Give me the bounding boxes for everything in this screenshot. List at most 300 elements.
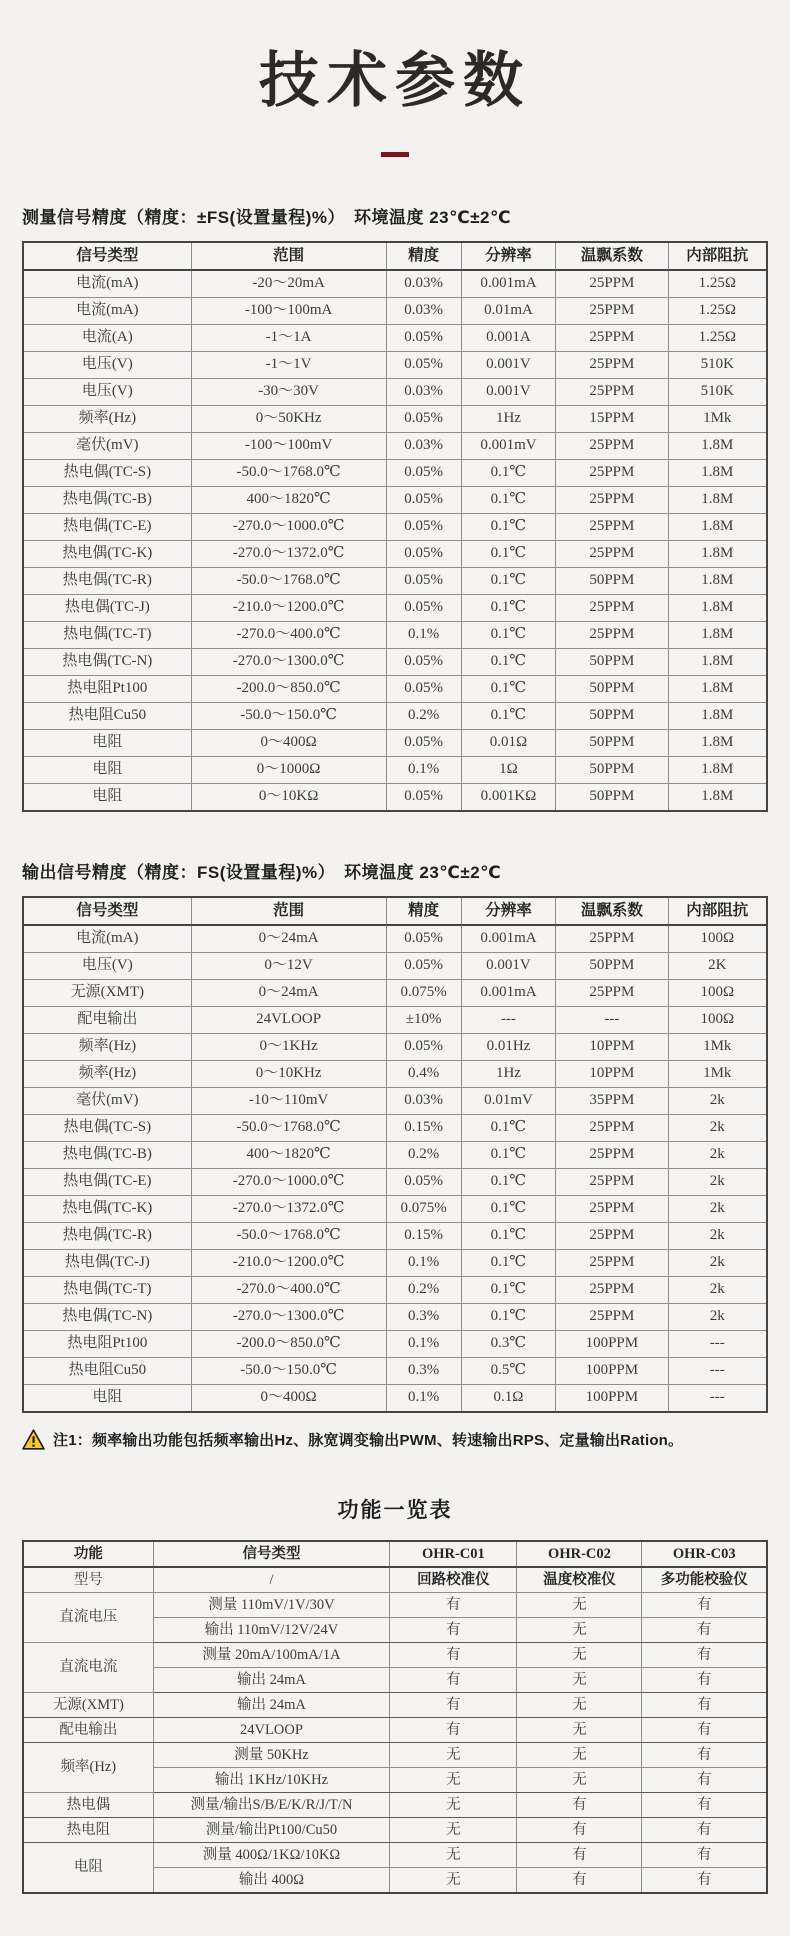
table-cell: -210.0～1200.0℃ xyxy=(191,595,386,622)
table-cell: -1～1A xyxy=(191,325,386,352)
output-accuracy-table xyxy=(22,896,768,1413)
table-row xyxy=(23,1385,767,1413)
column-header: 信号类型 xyxy=(23,897,191,925)
table-cell: 25PPM xyxy=(556,1223,668,1250)
table-cell: 0.01Hz xyxy=(461,1034,555,1061)
table-row xyxy=(23,757,767,784)
table-cell: 有 xyxy=(642,1718,767,1743)
table-cell: 25PPM xyxy=(556,514,668,541)
table-cell: 测量/输出S/B/E/K/R/J/T/N xyxy=(153,1793,390,1818)
page-title: 技术参数 xyxy=(259,47,531,114)
table-cell: 热电偶(TC-E) xyxy=(23,1169,191,1196)
function-group-label: 配电输出 xyxy=(23,1718,153,1743)
table-cell: 2k xyxy=(668,1115,767,1142)
table-row xyxy=(23,1793,767,1818)
table-cell: 1Mk xyxy=(668,1034,767,1061)
table-cell: 1Mk xyxy=(668,406,767,433)
table-cell: 1Hz xyxy=(461,1061,555,1088)
table-cell: 频率(Hz) xyxy=(23,1034,191,1061)
table-row xyxy=(23,784,767,812)
table-cell: 50PPM xyxy=(556,649,668,676)
table-cell: 1.8M xyxy=(668,703,767,730)
column-header: 功能 xyxy=(23,1541,153,1567)
table-cell: 0.1℃ xyxy=(461,1196,555,1223)
table-cell: 无源(XMT) xyxy=(23,980,191,1007)
table-cell: 测量 400Ω/1KΩ/10KΩ xyxy=(153,1843,390,1868)
table-cell: 1.8M xyxy=(668,568,767,595)
table-cell: 0.05% xyxy=(386,784,461,812)
table-cell: 0～24mA xyxy=(191,925,386,953)
table-cell: 0.1℃ xyxy=(461,595,555,622)
table-cell: 有 xyxy=(517,1818,642,1843)
table-cell: 电流(mA) xyxy=(23,270,191,298)
table-cell: 2k xyxy=(668,1304,767,1331)
table-cell: 0.1℃ xyxy=(461,703,555,730)
table-cell: 有 xyxy=(642,1793,767,1818)
table-cell: 无 xyxy=(517,1668,642,1693)
table-cell: 有 xyxy=(642,1618,767,1643)
table-cell: 1.25Ω xyxy=(668,298,767,325)
table-cell: 0.1℃ xyxy=(461,1277,555,1304)
table-cell: 25PPM xyxy=(556,433,668,460)
table-cell: 无 xyxy=(517,1768,642,1793)
table-cell: 0.15% xyxy=(386,1223,461,1250)
table-cell: 1Hz xyxy=(461,406,555,433)
table-cell: -200.0～850.0℃ xyxy=(191,1331,386,1358)
table-cell: 电阻 xyxy=(23,1385,191,1413)
column-header: 范围 xyxy=(191,897,386,925)
table-cell: 10PPM xyxy=(556,1061,668,1088)
table-row xyxy=(23,1331,767,1358)
table-cell: 0.1℃ xyxy=(461,1169,555,1196)
table-cell: --- xyxy=(461,1007,555,1034)
table-cell: -50.0～1768.0℃ xyxy=(191,568,386,595)
table-cell: --- xyxy=(668,1331,767,1358)
table-cell: --- xyxy=(668,1358,767,1385)
output-table-body xyxy=(23,925,767,1412)
table-cell: 热电偶(TC-S) xyxy=(23,1115,191,1142)
table-cell: 24VLOOP xyxy=(153,1718,390,1743)
table-cell: 15PPM xyxy=(556,406,668,433)
table-cell: ±10% xyxy=(386,1007,461,1034)
table-cell: 0.001mV xyxy=(461,433,555,460)
table-row xyxy=(23,1693,767,1718)
function-group-label: 无源(XMT) xyxy=(23,1693,153,1718)
table-cell: 热电阻Cu50 xyxy=(23,703,191,730)
table-cell: 50PPM xyxy=(556,784,668,812)
table-cell: 2K xyxy=(668,953,767,980)
table-row xyxy=(23,406,767,433)
table-cell: 1.25Ω xyxy=(668,325,767,352)
table-row xyxy=(23,352,767,379)
table-cell: 0.1℃ xyxy=(461,1250,555,1277)
table-row xyxy=(23,980,767,1007)
table-cell: -270.0～1000.0℃ xyxy=(191,1169,386,1196)
table-cell: 热电偶(TC-B) xyxy=(23,1142,191,1169)
table-cell: 0.05% xyxy=(386,514,461,541)
table-row xyxy=(23,325,767,352)
table-cell: 热电偶(TC-K) xyxy=(23,541,191,568)
table-cell: 热电偶(TC-J) xyxy=(23,595,191,622)
table-cell: 无 xyxy=(390,1868,517,1894)
table-cell: 25PPM xyxy=(556,1115,668,1142)
table-cell: 0～24mA xyxy=(191,980,386,1007)
table-cell: 50PPM xyxy=(556,676,668,703)
warning-triangle-icon xyxy=(22,1429,45,1450)
table-cell: 无 xyxy=(517,1593,642,1618)
table-row xyxy=(23,1643,767,1668)
table-cell: 0.05% xyxy=(386,730,461,757)
table-cell: 1.8M xyxy=(668,460,767,487)
table-cell: 0.05% xyxy=(386,460,461,487)
table-cell: 25PPM xyxy=(556,1304,668,1331)
table-row xyxy=(23,1304,767,1331)
column-header: 温飘系数 xyxy=(556,897,668,925)
table-row xyxy=(23,298,767,325)
table-row xyxy=(23,460,767,487)
table-cell: 0.03% xyxy=(386,433,461,460)
table-cell: -50.0～1768.0℃ xyxy=(191,460,386,487)
table-cell: 2k xyxy=(668,1277,767,1304)
table-cell: 电流(A) xyxy=(23,325,191,352)
table-row xyxy=(23,1115,767,1142)
table-cell: -1～1V xyxy=(191,352,386,379)
table-cell: 测量 110mV/1V/30V xyxy=(153,1593,390,1618)
table-cell: 0.5℃ xyxy=(461,1358,555,1385)
table-cell: 0.1% xyxy=(386,757,461,784)
table-cell: 频率(Hz) xyxy=(23,406,191,433)
column-header: OHR-C02 xyxy=(517,1541,642,1567)
table-cell: 1.8M xyxy=(668,676,767,703)
table-cell: 无 xyxy=(517,1618,642,1643)
table-cell: 0.05% xyxy=(386,406,461,433)
table-row xyxy=(23,433,767,460)
table-cell: 1Mk xyxy=(668,1061,767,1088)
table-cell: -270.0～1372.0℃ xyxy=(191,1196,386,1223)
table-cell: 有 xyxy=(642,1843,767,1868)
table-cell: 热电阻Cu50 xyxy=(23,1358,191,1385)
table-cell: 0.05% xyxy=(386,568,461,595)
table-cell: 50PPM xyxy=(556,730,668,757)
table-cell: 25PPM xyxy=(556,270,668,298)
table-cell: 有 xyxy=(642,1668,767,1693)
table-cell: 有 xyxy=(390,1643,517,1668)
function-group-label: 直流电流 xyxy=(23,1643,153,1693)
table-cell: 0.2% xyxy=(386,1277,461,1304)
table-cell: 0～50KHz xyxy=(191,406,386,433)
table-cell: 2k xyxy=(668,1169,767,1196)
table-cell: 25PPM xyxy=(556,1250,668,1277)
table-cell: 0.05% xyxy=(386,953,461,980)
table-cell: 无 xyxy=(517,1718,642,1743)
table-cell: 25PPM xyxy=(556,460,668,487)
table-cell: 输出 400Ω xyxy=(153,1868,390,1894)
table-cell: 0.05% xyxy=(386,649,461,676)
table-cell: 无 xyxy=(517,1743,642,1768)
column-header: 信号类型 xyxy=(153,1541,390,1567)
table-cell: 电阻 xyxy=(23,757,191,784)
table-cell: 2k xyxy=(668,1223,767,1250)
table-cell: -50.0～1768.0℃ xyxy=(191,1223,386,1250)
table-cell: 热电偶(TC-R) xyxy=(23,568,191,595)
table-cell: 25PPM xyxy=(556,298,668,325)
table-row xyxy=(23,541,767,568)
table-cell: 0～1000Ω xyxy=(191,757,386,784)
table-cell: -210.0～1200.0℃ xyxy=(191,1250,386,1277)
table-cell: 无 xyxy=(390,1818,517,1843)
table-cell: 0.2% xyxy=(386,1142,461,1169)
table-cell: 无 xyxy=(390,1843,517,1868)
table-cell: 有 xyxy=(642,1593,767,1618)
table-cell: 0.05% xyxy=(386,487,461,514)
output-section-heading: 输出信号精度（精度：FS(设置量程)%） 环境温度 23℃±2℃ xyxy=(22,863,502,882)
table-cell: 1.8M xyxy=(668,514,767,541)
table-cell: 0.1℃ xyxy=(461,649,555,676)
table-cell: -270.0～400.0℃ xyxy=(191,1277,386,1304)
table-cell: 0.1℃ xyxy=(461,541,555,568)
table-cell: 0.1Ω xyxy=(461,1385,555,1413)
table-cell: 50PPM xyxy=(556,568,668,595)
table-cell: 有 xyxy=(390,1693,517,1718)
table-row xyxy=(23,1196,767,1223)
note-text: 注1：频率输出功能包括频率输出Hz、脉宽调变输出PWM、转速输出RPS、定量输出Ration。 xyxy=(53,1432,684,1449)
table-row xyxy=(23,1061,767,1088)
table-cell: 0.3% xyxy=(386,1304,461,1331)
table-cell: 0.001KΩ xyxy=(461,784,555,812)
table-cell: 0.075% xyxy=(386,980,461,1007)
table-cell: 测量 50KHz xyxy=(153,1743,390,1768)
table-row xyxy=(23,925,767,953)
model-name-cell: / xyxy=(153,1567,390,1593)
table-cell: 25PPM xyxy=(556,1142,668,1169)
table-cell: 2k xyxy=(668,1142,767,1169)
table-cell: 0.05% xyxy=(386,595,461,622)
model-name-cell: 多功能校验仪 xyxy=(642,1567,767,1593)
model-row-label: 型号 xyxy=(23,1567,153,1593)
table-cell: 1Ω xyxy=(461,757,555,784)
table-cell: 0.1℃ xyxy=(461,1142,555,1169)
table-row xyxy=(23,1088,767,1115)
table-cell: 电阻 xyxy=(23,730,191,757)
table-cell: 0.001mA xyxy=(461,925,555,953)
table-cell: 0.001V xyxy=(461,379,555,406)
table-cell: 1.8M xyxy=(668,649,767,676)
table-cell: 热电偶(TC-E) xyxy=(23,514,191,541)
table-cell: 有 xyxy=(390,1718,517,1743)
function-table-model-row xyxy=(23,1567,767,1593)
table-cell: --- xyxy=(556,1007,668,1034)
table-cell: -30～30V xyxy=(191,379,386,406)
table-cell: 100Ω xyxy=(668,980,767,1007)
table-cell: 输出 24mA xyxy=(153,1668,390,1693)
table-cell: -50.0～150.0℃ xyxy=(191,703,386,730)
table-cell: 0.03% xyxy=(386,1088,461,1115)
table-cell: 有 xyxy=(642,1868,767,1894)
table-cell: 电流(mA) xyxy=(23,925,191,953)
table-cell: 无 xyxy=(390,1743,517,1768)
column-header: 温飘系数 xyxy=(556,242,668,270)
table-cell: 有 xyxy=(642,1643,767,1668)
table-cell: 0～400Ω xyxy=(191,730,386,757)
table-row xyxy=(23,1169,767,1196)
table-cell: 0.001mA xyxy=(461,270,555,298)
table-cell: 1.8M xyxy=(668,433,767,460)
table-cell: 无 xyxy=(390,1793,517,1818)
table-cell: 50PPM xyxy=(556,953,668,980)
column-header: OHR-C03 xyxy=(642,1541,767,1567)
title-accent-dash xyxy=(381,152,409,157)
table-cell: 0.001mA xyxy=(461,980,555,1007)
table-cell: 0.05% xyxy=(386,541,461,568)
table-row xyxy=(23,270,767,298)
measure-section-heading: 测量信号精度（精度：±FS(设置量程)%） 环境温度 23℃±2℃ xyxy=(22,208,512,227)
table-row xyxy=(23,703,767,730)
table-cell: 热电偶(TC-T) xyxy=(23,1277,191,1304)
column-header: 范围 xyxy=(191,242,386,270)
measure-table-body xyxy=(23,270,767,811)
table-cell: -200.0～850.0℃ xyxy=(191,676,386,703)
table-cell: -100～100mA xyxy=(191,298,386,325)
table-cell: 0.001V xyxy=(461,352,555,379)
table-cell: 0.05% xyxy=(386,676,461,703)
table-cell: 0.01Ω xyxy=(461,730,555,757)
table-cell: 0.1% xyxy=(386,622,461,649)
table-cell: 测量/输出Pt100/Cu50 xyxy=(153,1818,390,1843)
table-cell: 1.8M xyxy=(668,784,767,812)
table-cell: 0.01mV xyxy=(461,1088,555,1115)
table-cell: 有 xyxy=(517,1843,642,1868)
table-cell: 0.4% xyxy=(386,1061,461,1088)
table-cell: 24VLOOP xyxy=(191,1007,386,1034)
table-cell: 无 xyxy=(517,1643,642,1668)
table-cell: 输出 110mV/12V/24V xyxy=(153,1618,390,1643)
table-row xyxy=(23,514,767,541)
function-table-head-row xyxy=(23,1541,767,1567)
table-cell: 0～10KΩ xyxy=(191,784,386,812)
table-row xyxy=(23,568,767,595)
table-row xyxy=(23,953,767,980)
table-cell: 0.1% xyxy=(386,1250,461,1277)
table-cell: 有 xyxy=(390,1593,517,1618)
measurement-accuracy-table xyxy=(22,241,768,812)
table-cell: 有 xyxy=(642,1818,767,1843)
table-cell: 有 xyxy=(517,1793,642,1818)
table-cell: 0.01mA xyxy=(461,298,555,325)
table-cell: 0.1% xyxy=(386,1331,461,1358)
column-header: 分辨率 xyxy=(461,242,555,270)
table-cell: 25PPM xyxy=(556,352,668,379)
table-cell: 无 xyxy=(517,1693,642,1718)
table-row xyxy=(23,730,767,757)
table-cell: 0.075% xyxy=(386,1196,461,1223)
table-cell: 25PPM xyxy=(556,379,668,406)
table-row xyxy=(23,487,767,514)
column-header: 分辨率 xyxy=(461,897,555,925)
table-cell: 0.2% xyxy=(386,703,461,730)
table-row xyxy=(23,1843,767,1868)
measure-table-head-row xyxy=(23,242,767,270)
table-cell: 0.03% xyxy=(386,270,461,298)
table-cell: 0.03% xyxy=(386,298,461,325)
table-cell: 25PPM xyxy=(556,1196,668,1223)
function-group-label: 热电阻 xyxy=(23,1818,153,1843)
table-cell: 配电输出 xyxy=(23,1007,191,1034)
table-cell: 1.8M xyxy=(668,622,767,649)
table-row xyxy=(23,649,767,676)
table-cell: 0～400Ω xyxy=(191,1385,386,1413)
table-cell: 0.1℃ xyxy=(461,460,555,487)
table-cell: --- xyxy=(668,1385,767,1413)
table-cell: 0.1℃ xyxy=(461,1223,555,1250)
table-cell: 0.03% xyxy=(386,379,461,406)
table-cell: 2k xyxy=(668,1250,767,1277)
table-cell: 0.15% xyxy=(386,1115,461,1142)
table-row xyxy=(23,1718,767,1743)
table-cell: 电阻 xyxy=(23,784,191,812)
table-cell: 电流(mA) xyxy=(23,298,191,325)
table-cell: 1.25Ω xyxy=(668,270,767,298)
column-header: OHR-C01 xyxy=(390,1541,517,1567)
table-cell: 25PPM xyxy=(556,980,668,1007)
table-row xyxy=(23,1142,767,1169)
table-cell: 毫伏(mV) xyxy=(23,1088,191,1115)
table-cell: -270.0～1300.0℃ xyxy=(191,649,386,676)
table-cell: 0.1℃ xyxy=(461,622,555,649)
table-cell: 25PPM xyxy=(556,1277,668,1304)
table-row xyxy=(23,379,767,406)
table-row xyxy=(23,1743,767,1768)
table-cell: 0.001V xyxy=(461,953,555,980)
table-row xyxy=(23,1358,767,1385)
table-cell: -50.0～150.0℃ xyxy=(191,1358,386,1385)
table-cell: 热电偶(TC-S) xyxy=(23,460,191,487)
table-cell: 0.1℃ xyxy=(461,1304,555,1331)
table-cell: 有 xyxy=(390,1618,517,1643)
table-cell: 0.1℃ xyxy=(461,1115,555,1142)
model-name-cell: 温度校准仪 xyxy=(517,1567,642,1593)
column-header: 精度 xyxy=(386,897,461,925)
table-cell: -50.0～1768.0℃ xyxy=(191,1115,386,1142)
table-cell: 0.1℃ xyxy=(461,676,555,703)
table-cell: 1.8M xyxy=(668,487,767,514)
table-cell: 电压(V) xyxy=(23,379,191,406)
table-cell: 0.1℃ xyxy=(461,487,555,514)
table-cell: 有 xyxy=(642,1693,767,1718)
table-cell: 热电偶(TC-B) xyxy=(23,487,191,514)
table-cell: 100PPM xyxy=(556,1358,668,1385)
table-cell: 热电偶(TC-J) xyxy=(23,1250,191,1277)
table-cell: 0.05% xyxy=(386,325,461,352)
table-row xyxy=(23,1593,767,1618)
table-cell: 0.1℃ xyxy=(461,568,555,595)
table-cell: 0～10KHz xyxy=(191,1061,386,1088)
column-header: 信号类型 xyxy=(23,242,191,270)
table-cell: 有 xyxy=(642,1743,767,1768)
table-row xyxy=(23,1007,767,1034)
function-group-label: 热电偶 xyxy=(23,1793,153,1818)
note-row xyxy=(22,1429,768,1450)
table-row xyxy=(23,595,767,622)
table-row xyxy=(23,1223,767,1250)
table-cell: 2k xyxy=(668,1088,767,1115)
table-cell: 35PPM xyxy=(556,1088,668,1115)
table-cell: 输出 24mA xyxy=(153,1693,390,1718)
table-cell: 0～1KHz xyxy=(191,1034,386,1061)
table-cell: 无 xyxy=(390,1768,517,1793)
function-group-label: 电阻 xyxy=(23,1843,153,1894)
table-cell: -10～110mV xyxy=(191,1088,386,1115)
table-cell: 热电偶(TC-N) xyxy=(23,1304,191,1331)
